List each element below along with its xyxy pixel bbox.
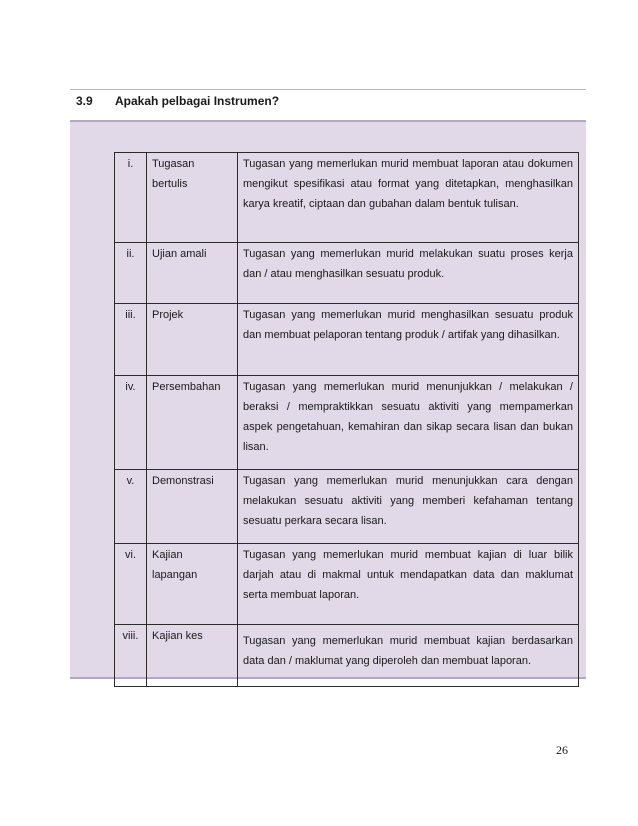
section-title: Apakah pelbagai Instrumen? [115,94,280,108]
instrument-description: Tugasan yang memerlukan murid menghasilkan sesuatu produk dan membuat pelaporan tentang produk / artifak yang dihasilkan. [238,304,579,376]
row-number: iii. [115,304,147,376]
instrument-name: Projek [147,304,238,376]
instrument-name: Demonstrasi [147,470,238,544]
table-row [115,625,579,687]
instrument-description: Tugasan yang memerlukan murid menunjukkan / melakukan / beraksi / mempraktikkan sesuatu aktiviti yang mempamerkan aspek pengetahuan, kemahiran dan sikap secara lisan dan bukan lisan. [238,376,579,470]
instrument-description: Tugasan yang memerlukan murid membuat kajian berdasarkan data dan / maklumat yang diperoleh dan membuat laporan. [238,625,579,687]
instrument-name: Kajian lapangan [147,544,238,625]
section-header [70,90,586,122]
table-row [115,544,579,625]
page-number: 26 [556,743,568,757]
table-row [115,243,579,304]
instrument-name: Tugasan bertulis [147,153,238,243]
instrument-description: Tugasan yang memerlukan murid melakukan suatu proses kerja dan / atau menghasilkan sesuatu produk. [238,243,579,304]
instrument-description: Tugasan yang memerlukan murid membuat kajian di luar bilik darjah atau di makmal untuk mendapatkan data dan maklumat serta membuat laporan. [238,544,579,625]
instrument-description: Tugasan yang memerlukan murid menunjukkan cara dengan melakukan sesuatu aktiviti yang memberi kefahaman tentang sesuatu perkara secara lisan. [238,470,579,544]
table-row [115,470,579,544]
section-number: 3.9 [76,94,93,108]
instrument-name: Persembahan [147,376,238,470]
table-row [115,304,579,376]
instrument-table [114,152,579,687]
row-number: i. [115,153,147,243]
row-number: ii. [115,243,147,304]
instrument-name: Kajian kes [147,625,238,687]
row-number: iv. [115,376,147,470]
row-number: v. [115,470,147,544]
instrument-description: Tugasan yang memerlukan murid membuat laporan atau dokumen mengikut spesifikasi atau format yang ditetapkan, menghasilkan karya kreatif, ciptaan dan gubahan dalam bentuk tulisan. [238,153,579,243]
row-number: viii. [115,625,147,687]
table-row [115,153,579,243]
row-number: vi. [115,544,147,625]
instrument-name: Ujian amali [147,243,238,304]
table-row [115,376,579,470]
